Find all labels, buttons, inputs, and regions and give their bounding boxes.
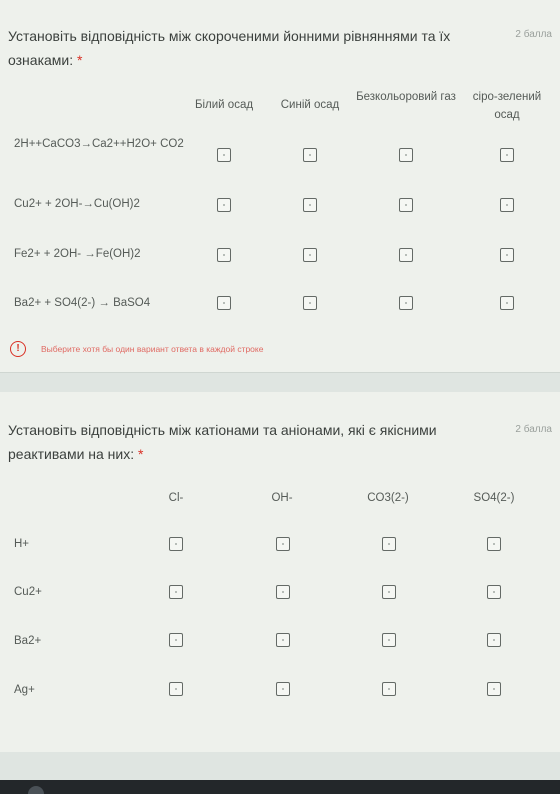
column-header-blue-precipitate: Синій осад	[280, 99, 340, 111]
checkbox-r3-c2[interactable]	[276, 633, 290, 647]
checkbox-r3-c1[interactable]	[169, 633, 183, 647]
question-title-text: Установіть відповідність між катіонами та аніонами, які є якісними реактивами на них:	[8, 422, 437, 462]
row-label-h: H+	[14, 538, 30, 550]
checkbox-r2-c3[interactable]	[382, 585, 396, 599]
checkbox-r1-c1[interactable]	[169, 537, 183, 551]
checkbox-r3-c4[interactable]	[487, 633, 501, 647]
checkbox-r1-c2[interactable]	[303, 148, 317, 162]
checkbox-r4-c3[interactable]	[399, 296, 413, 310]
required-asterisk: *	[138, 446, 144, 462]
column-header-co3: CO3(2-)	[367, 492, 409, 504]
checkbox-r1-c4[interactable]	[500, 148, 514, 162]
checkbox-r1-c2[interactable]	[276, 537, 290, 551]
question-title	[8, 24, 483, 72]
checkbox-r2-c2[interactable]	[303, 198, 317, 212]
column-header-oh: OH-	[271, 492, 293, 504]
checkbox-r3-c3[interactable]	[399, 248, 413, 262]
checkbox-r1-c3[interactable]	[382, 537, 396, 551]
checkbox-r3-c3[interactable]	[382, 633, 396, 647]
checkbox-r3-c2[interactable]	[303, 248, 317, 262]
checkbox-r1-c3[interactable]	[399, 148, 413, 162]
row-label-equation-1: 2H++CaCO3→Ca2++H2O+ CO2	[14, 138, 184, 150]
checkbox-r4-c2[interactable]	[303, 296, 317, 310]
checkbox-r2-c2[interactable]	[276, 585, 290, 599]
row-label-ag: Ag+	[14, 684, 35, 696]
checkbox-r4-c4[interactable]	[500, 296, 514, 310]
question-title-text: Установіть відповідність між скороченими йонними рівняннями та їх ознаками:	[8, 28, 451, 68]
checkbox-r1-c4[interactable]	[487, 537, 501, 551]
question-card-2	[0, 392, 560, 752]
required-asterisk: *	[77, 52, 83, 68]
checkbox-r2-c4[interactable]	[500, 198, 514, 212]
points-label: 2 балла	[515, 424, 552, 435]
row-label-equation-4: Ba2+ + SO4(2-) → BaSO4	[14, 297, 151, 309]
checkbox-r4-c4[interactable]	[487, 682, 501, 696]
question-title	[8, 418, 483, 466]
question-card-1	[0, 0, 560, 373]
exclamation-circle-icon: !	[10, 341, 26, 357]
checkbox-r4-c2[interactable]	[276, 682, 290, 696]
row-label-cu: Cu2+	[14, 586, 42, 598]
error-message: Выберите хотя бы один вариант ответа в каждой строке	[41, 344, 264, 354]
column-header-gray-green-precipitate: сіро-зелений осад	[472, 91, 542, 121]
checkbox-r4-c1[interactable]	[217, 296, 231, 310]
bottom-bar	[0, 780, 560, 794]
column-header-colorless-gas: Безкольоровий газ	[356, 91, 456, 103]
row-label-equation-2: Cu2+ + 2OH-→Cu(OH)2	[14, 198, 140, 210]
checkbox-r2-c1[interactable]	[169, 585, 183, 599]
row-label-ba: Ba2+	[14, 635, 42, 647]
row-label-equation-3: Fe2+ + 2OH- →Fe(OH)2	[14, 248, 141, 260]
column-header-white-precipitate: Білий осад	[194, 99, 254, 111]
checkbox-r3-c1[interactable]	[217, 248, 231, 262]
checkbox-r2-c4[interactable]	[487, 585, 501, 599]
checkbox-r2-c3[interactable]	[399, 198, 413, 212]
checkbox-r4-c3[interactable]	[382, 682, 396, 696]
checkbox-r2-c1[interactable]	[217, 198, 231, 212]
checkbox-r4-c1[interactable]	[169, 682, 183, 696]
points-label: 2 балла	[515, 29, 552, 40]
column-header-so4: SO4(2-)	[473, 492, 515, 504]
column-header-cl: Cl-	[168, 492, 184, 504]
checkbox-r1-c1[interactable]	[217, 148, 231, 162]
checkbox-r3-c4[interactable]	[500, 248, 514, 262]
